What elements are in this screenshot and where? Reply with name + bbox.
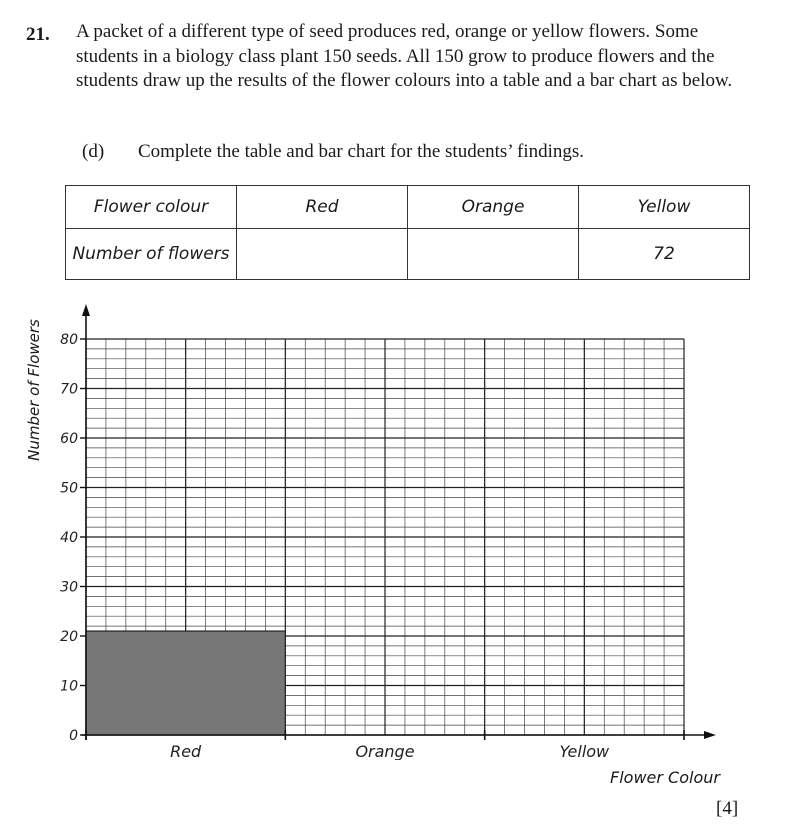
table-header-row xyxy=(66,186,750,229)
question-number: 21. xyxy=(26,24,50,45)
part-instruction: Complete the table and bar chart for the students’ findings. xyxy=(138,141,585,162)
y-tick-labels xyxy=(60,332,78,744)
y-tick-label: 20 xyxy=(60,629,78,645)
y-axis-title: Number of Flowers xyxy=(25,319,43,461)
y-tick-label: 60 xyxy=(60,431,78,447)
table-cell-red[interactable] xyxy=(237,229,408,280)
x-axis-title: Flower Colour xyxy=(610,768,720,787)
table-cell-orange[interactable] xyxy=(408,229,579,280)
bar-red xyxy=(86,631,285,735)
x-axis-arrow xyxy=(704,731,716,739)
y-tick-label: 50 xyxy=(60,480,78,497)
y-tick-label: 30 xyxy=(60,579,78,596)
part-label: (d) xyxy=(82,141,105,162)
y-tick-label: 10 xyxy=(60,678,78,695)
marks-label: [4] xyxy=(716,798,739,819)
table-header-label: Flower colour xyxy=(66,186,237,229)
results-table xyxy=(65,185,750,280)
x-category-labels xyxy=(170,742,610,760)
y-tick-label: 40 xyxy=(60,530,78,546)
x-category-label: Red xyxy=(170,742,202,760)
question-text: A packet of a different type of seed produces red, orange or yellow flowers. Some students in a biology class plant 150 seeds. All 150 grow to produce flowers and the students draw up the results of the flower colours into a table and a bar chart as below. xyxy=(76,21,733,91)
y-tick-label: 80 xyxy=(60,332,78,348)
table-col-orange: Orange xyxy=(408,186,579,229)
x-category-label: Yellow xyxy=(559,742,610,760)
y-tick-label: 0 xyxy=(69,728,78,744)
x-category-label: Orange xyxy=(355,742,415,760)
table-col-yellow: Yellow xyxy=(579,186,750,229)
y-axis-arrow xyxy=(82,304,90,316)
table-count-row xyxy=(66,229,750,280)
bars xyxy=(86,631,285,735)
bar-chart xyxy=(0,290,806,760)
table-col-red: Red xyxy=(237,186,408,229)
table-row-label: Number of flowers xyxy=(66,229,237,280)
table-cell-yellow[interactable]: 72 xyxy=(579,229,750,280)
y-tick-label: 70 xyxy=(60,381,78,398)
